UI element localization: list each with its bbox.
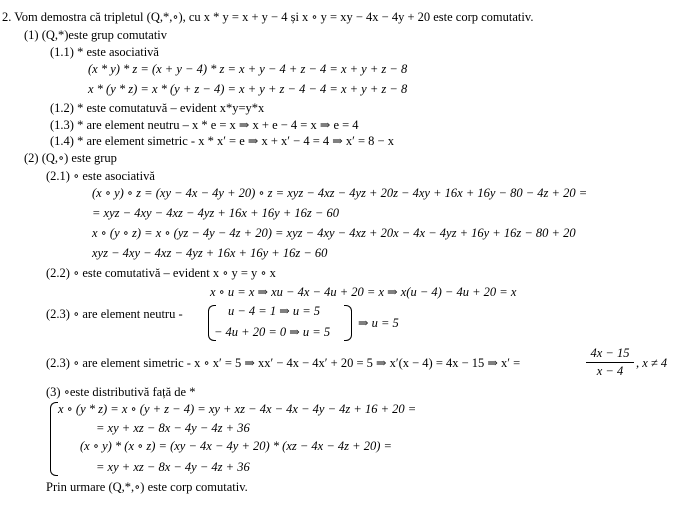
system-equation-2: − 4u + 20 = 0 ⇒ u = 5: [214, 325, 331, 339]
section-2-heading: (2) (Q,∘) este grup: [24, 151, 117, 165]
system-result: ⇒ u = 5: [358, 316, 399, 330]
section-1-1-heading: (1.1) * este asociativă: [50, 45, 159, 59]
section-2-2: (2.2) ∘ este comutativă – evident x ∘ y = y ∘ x: [46, 266, 276, 280]
system-close-brace: [344, 305, 352, 341]
section-2-3-neutral: (2.3) ∘ are element neutru -: [46, 307, 183, 321]
section-1-3: (1.3) * are element neutru – x * e = x ⇒ x + e − 4 = x ⇒ e = 4: [50, 118, 359, 132]
distributivity-line-4: = xy + xz − 8x − 4y − 4z + 36: [96, 460, 250, 474]
problem-statement: 2. Vom demostra că tripletul (Q,*,∘), cu x * y = x + y − 4 și x ∘ y = xy − 4x − 4y + 20 este corp comutativ.: [2, 10, 534, 24]
section-1-2: (1.2) * este comutatuvă – evident x*y=y*x: [50, 101, 265, 115]
distributivity-line-2: = xy + xz − 8x − 4y − 4z + 36: [96, 421, 250, 435]
composition-assoc-line-2: = xyz − 4xy − 4xz − 4yz + 16x + 16y + 16z − 60: [92, 206, 339, 220]
conclusion: Prin urmare (Q,*,∘) este corp comutativ.: [46, 480, 248, 494]
composition-assoc-line-1: (x ∘ y) ∘ z = (xy − 4x − 4y + 20) ∘ z = xyz − 4xz − 4yz + 20z − 4xy + 16x + 16y − 80 − 4z + 20 =: [92, 186, 588, 200]
distributivity-brace: [50, 402, 58, 476]
fraction-bar: [586, 362, 634, 363]
section-2-3-symmetric: (2.3) ∘ are element simetric - x ∘ x′ = 5 ⇒ xx′ − 4x − 4x′ + 20 = 5 ⇒ x′(x − 4) = 4x − 15 ⇒ x′ =: [46, 356, 521, 370]
section-2-1-heading: (2.1) ∘ este asociativă: [46, 169, 155, 183]
associativity-line-1: (x * y) * z = (x + y − 4) * z = x + y − 4 + z − 4 = x + y + z − 8: [88, 62, 408, 76]
composition-assoc-line-3: x ∘ (y ∘ z) = x ∘ (yz − 4y − 4z + 20) = xyz − 4xy − 4xz + 20x − 4x − 4yz + 16y + 16z − 80 + 20: [92, 226, 576, 240]
neutral-element-equation: x ∘ u = x ⇒ xu − 4x − 4u + 20 = x ⇒ x(u − 4) − 4u + 20 = x: [210, 285, 517, 299]
symmetric-fraction: [586, 346, 634, 379]
fraction-condition: , x ≠ 4: [636, 356, 668, 370]
section-1-heading: (1) (Q,*)este grup comutativ: [24, 28, 168, 42]
distributivity-line-3: (x ∘ y) * (x ∘ z) = (xy − 4x − 4y + 20) * (xz − 4x − 4z + 20) =: [80, 439, 392, 453]
distributivity-line-1: x ∘ (y * z) = x ∘ (y + z − 4) = xy + xz − 4x − 4x − 4y − 4z + 16 + 20 =: [58, 402, 417, 416]
system-equation-1: u − 4 = 1 ⇒ u = 5: [228, 304, 321, 318]
section-1-4: (1.4) * are element simetric - x * x′ = e ⇒ x + x′ − 4 = 4 ⇒ x′ = 8 − x: [50, 134, 394, 148]
section-3-heading: (3) ∘este distributivă față de *: [46, 385, 196, 399]
fraction-numerator: 4x − 15: [590, 346, 630, 360]
associativity-line-2: x * (y * z) = x * (y + z − 4) = x + y + z − 4 − 4 = x + y + z − 8: [88, 82, 408, 96]
fraction-denominator: x − 4: [596, 364, 624, 378]
composition-assoc-line-4: xyz − 4xy − 4xz − 4yz + 16x + 16y + 16z − 60: [92, 246, 328, 260]
